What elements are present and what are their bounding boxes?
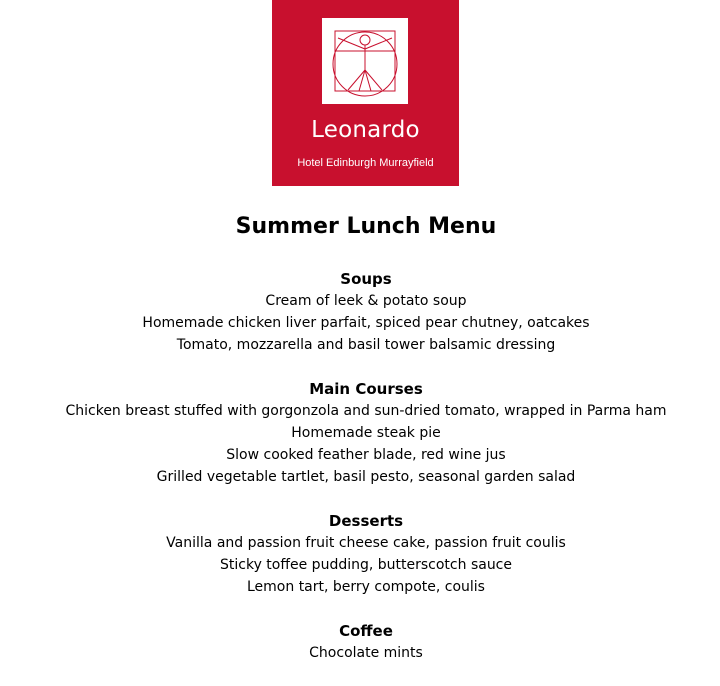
menu-item: Slow cooked feather blade, red wine jus bbox=[226, 447, 506, 463]
section-heading: Desserts bbox=[328, 512, 404, 530]
menu-body bbox=[0, 268, 720, 686]
menu-item: Sticky toffee pudding, butterscotch sauce bbox=[220, 557, 512, 573]
vitruvian-man-icon bbox=[322, 18, 408, 104]
section-heading: Coffee bbox=[339, 622, 393, 640]
menu-item: Chicken breast stuffed with gorgonzola and sun-dried tomato, wrapped in Parma ham bbox=[65, 403, 667, 419]
menu-item: Lemon tart, berry compote, coulis bbox=[247, 579, 485, 595]
logo-name: Leonardo bbox=[311, 117, 420, 143]
menu-item: Grilled vegetable tartlet, basil pesto, seasonal garden salad bbox=[156, 469, 576, 485]
menu-item: Cream of leek & potato soup bbox=[265, 293, 467, 309]
menu-item: Chocolate mints bbox=[309, 645, 423, 661]
menu-section-coffee bbox=[0, 620, 720, 664]
menu-section-desserts bbox=[0, 510, 720, 598]
section-heading: Main Courses bbox=[309, 380, 423, 398]
section-heading: Soups bbox=[340, 270, 392, 288]
menu-item: Homemade chicken liver parfait, spiced pear chutney, oatcakes bbox=[142, 315, 590, 331]
menu-title: Summer Lunch Menu bbox=[235, 214, 497, 239]
menu-section-main-courses bbox=[0, 378, 720, 488]
hotel-logo bbox=[272, 0, 459, 186]
logo-emblem-box bbox=[322, 18, 408, 104]
menu-item: Vanilla and passion fruit cheese cake, passion fruit coulis bbox=[166, 535, 566, 551]
menu-item: Tomato, mozzarella and basil tower balsamic dressing bbox=[176, 337, 556, 353]
menu-item: Homemade steak pie bbox=[291, 425, 441, 441]
menu-section-soups bbox=[0, 268, 720, 356]
logo-subtitle: Hotel Edinburgh Murrayfield bbox=[297, 157, 434, 169]
